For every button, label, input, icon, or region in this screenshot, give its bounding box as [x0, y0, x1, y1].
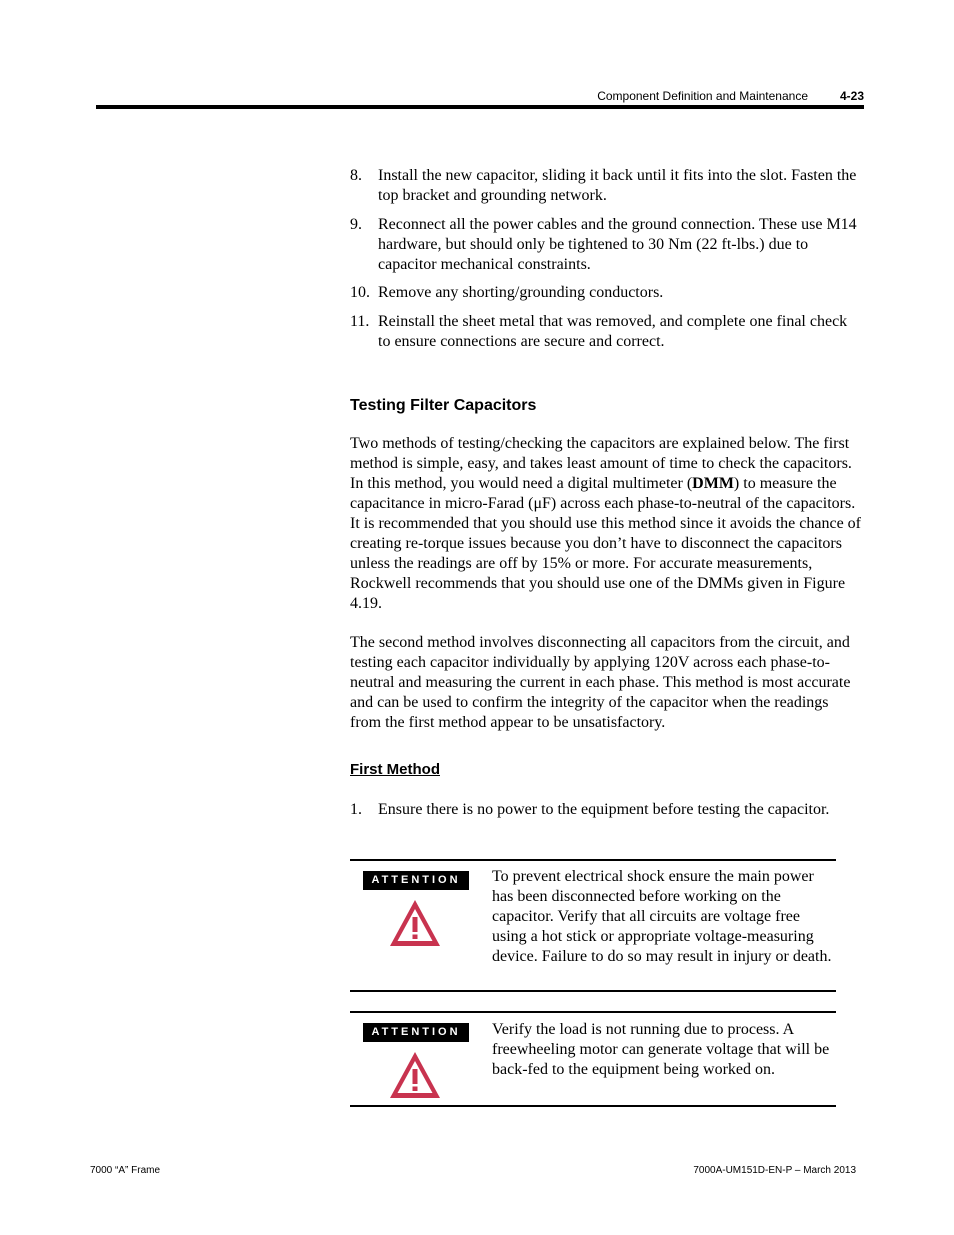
step-number: 9.	[350, 216, 362, 233]
step-number: 10.	[350, 284, 370, 301]
warning-triangle-icon	[388, 898, 442, 948]
step-text: Ensure there is no power to the equipment before testing the capacitor.	[378, 801, 830, 818]
attention-text: Verify the load is not running due to process. A freewheeling motor can generate voltage that will be back-fed to the equipment being worked on.	[492, 1021, 830, 1078]
paragraph-second-method: The second method involves disconnecting all capacitors from the circuit, and testing each capacitor individually by applying 120V across each phase-to-neutral and measuring the current in each phase. This method is most accurate and can be used to confirm the integrity of the capacitor when the readings from the first method appear to be unsatisfactory.	[350, 634, 851, 731]
header-rule	[96, 105, 864, 109]
attention-box-freewheeling-motor	[350, 1011, 836, 1107]
footer-publication-id: 7000A-UM151D-EN-P – March 2013	[693, 1165, 856, 1176]
page-number: 4-23	[839, 89, 864, 103]
footer-product-name: 7000 “A” Frame	[90, 1165, 161, 1176]
section-heading: Testing Filter Capacitors	[350, 397, 537, 414]
attention-badge: ATTENTION	[363, 871, 469, 890]
step-text: Remove any shorting/grounding conductors.	[378, 284, 664, 301]
running-header-title: Component Definition and Maintenance	[597, 89, 808, 103]
attention-text: To prevent electrical shock ensure the main power has been disconnected before working on the capacitor. Verify that all circuits are voltage free using a hot stick or appropriate voltage-measuring device. Failure to do so may result in injury or death.	[492, 868, 832, 965]
step-number: 8.	[350, 167, 362, 184]
warning-triangle-icon	[388, 1050, 442, 1100]
attention-box-electrical-shock	[350, 859, 836, 992]
step-text: Reconnect all the power cables and the ground connection. These use M14 hardware, but should only be tightened to 30 Nm (22 ft-lbs.) due to capacitor mechanical constraints.	[378, 216, 857, 273]
subheading-first-method: First Method	[350, 761, 440, 778]
dmm-abbreviation: DMM	[692, 475, 734, 492]
step-text: Install the new capacitor, sliding it back until it fits into the slot. Fasten the top bracket and grounding network.	[378, 167, 857, 204]
step-number: 1.	[350, 801, 362, 818]
attention-badge: ATTENTION	[363, 1023, 469, 1042]
step-text: Reinstall the sheet metal that was removed, and complete one final check to ensure connections are secure and correct.	[378, 313, 848, 350]
step-number: 11.	[350, 313, 370, 330]
paragraph-methods-intro: Two methods of testing/checking the capacitors are explained below. The first method is simple, easy, and takes least amount of time to check the capacitors. In this method, you would need a digital multimeter (DMM) to measure the capacitance in micro-Farad (μF) across each phase-to-neutral of the capacitors. It is recommended that you should use this method since it avoids the chance of creating re-torque issues because you don’t have to disconnect the capacitors unless the readings are off by 15% or more. For accurate measurements, Rockwell recommends that you should use one of the DMMs given in Figure 4.19.	[350, 435, 861, 612]
